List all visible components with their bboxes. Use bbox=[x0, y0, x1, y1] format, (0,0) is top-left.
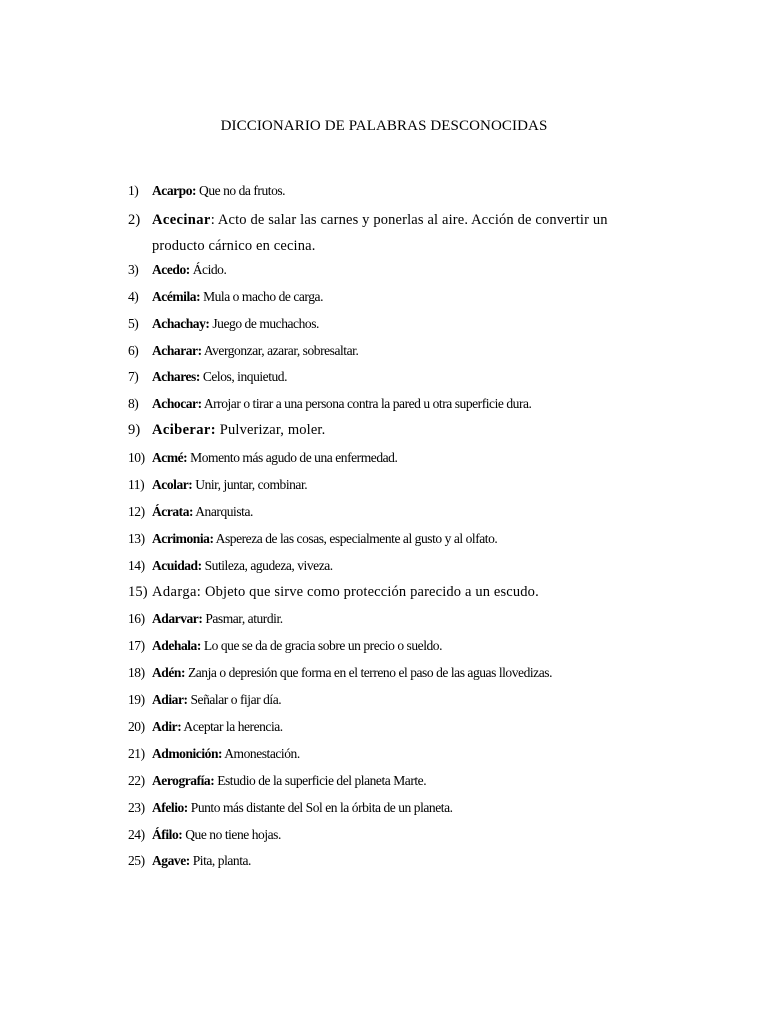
entry-number: 3) bbox=[128, 261, 139, 277]
entry-definition: Arrojar o tirar a una persona contra la pared u otra superficie dura. bbox=[201, 396, 532, 412]
entry-term: Adehala: bbox=[152, 638, 201, 654]
entry-term: Achocar: bbox=[152, 396, 202, 412]
list-item bbox=[128, 207, 628, 259]
entry-number: 24) bbox=[128, 826, 145, 842]
entry-number: 20) bbox=[128, 719, 145, 735]
entry-definition: Pasmar, aturdir. bbox=[202, 611, 283, 627]
entry-number: 7) bbox=[128, 369, 139, 385]
entry-number: 9) bbox=[128, 422, 141, 439]
entry-number: 12) bbox=[128, 503, 145, 519]
entry-term: Achachay: bbox=[152, 315, 210, 331]
entry-definition: Avergonzar, azarar, sobresaltar. bbox=[201, 342, 359, 358]
entry-number: 18) bbox=[128, 665, 145, 681]
entry-number: 23) bbox=[128, 799, 145, 815]
entry-term: Adén: bbox=[152, 665, 186, 681]
entry-number: 13) bbox=[128, 530, 145, 546]
entry-term: Agave: bbox=[152, 853, 190, 869]
entry-definition: Lo que se da de gracia sobre un precio o sueldo. bbox=[200, 638, 443, 654]
entry-number: 16) bbox=[128, 611, 145, 627]
entry-definition: Que no da frutos. bbox=[196, 183, 286, 198]
entry-number: 6) bbox=[128, 342, 139, 358]
entry-definition: Mula o macho de carga. bbox=[200, 288, 323, 304]
entry-definition: Aceptar la herencia. bbox=[181, 719, 283, 735]
entry-number: 21) bbox=[128, 745, 145, 761]
entry-definition: Unir, juntar, combinar. bbox=[192, 477, 308, 493]
entry-term: Acrimonia: bbox=[152, 530, 214, 546]
list-item bbox=[128, 501, 628, 522]
entry-term: Acecinar bbox=[152, 211, 211, 228]
entry-term: Acharar: bbox=[152, 342, 202, 358]
entry-term: Aerografía: bbox=[152, 772, 215, 788]
entry-term: Acémila: bbox=[152, 288, 201, 304]
entry-definition: Punto más distante del Sol en la órbita de un planeta. bbox=[187, 799, 453, 815]
entry-definition: Ácido. bbox=[189, 261, 227, 277]
document-title: DICCIONARIO DE PALABRAS DESCONOCIDAS bbox=[220, 118, 548, 134]
entry-number: 10) bbox=[128, 450, 145, 466]
list-item bbox=[128, 474, 628, 495]
list-item bbox=[128, 662, 628, 683]
list-item bbox=[128, 180, 628, 201]
list-item bbox=[128, 259, 628, 280]
list-item bbox=[128, 689, 628, 710]
list-item bbox=[128, 635, 628, 656]
entry-definition: Que no tiene hojas. bbox=[182, 826, 281, 842]
list-item bbox=[128, 447, 628, 468]
entry-number: 11) bbox=[128, 477, 145, 493]
list-item bbox=[128, 797, 628, 818]
entry-number: 4) bbox=[128, 288, 139, 304]
list-item bbox=[128, 313, 628, 334]
list-item bbox=[128, 366, 628, 387]
entry-definition: Anarquista. bbox=[193, 503, 253, 519]
entry-term: Adarvar: bbox=[152, 611, 203, 627]
entry-number: 17) bbox=[128, 638, 145, 654]
entry-term: Acedo: bbox=[152, 261, 190, 277]
entry-definition: Sutileza, agudeza, viveza. bbox=[201, 557, 333, 573]
entry-term: Ácrata: bbox=[152, 503, 194, 519]
entry-number: 15) bbox=[128, 583, 148, 600]
entry-term: Áfilo: bbox=[152, 826, 183, 842]
entry-definition: Juego de muchachos. bbox=[209, 315, 319, 331]
list-item bbox=[128, 770, 628, 791]
entry-term: Adiar: bbox=[152, 692, 188, 708]
entry-term: Acuidad: bbox=[152, 557, 202, 573]
list-item bbox=[128, 716, 628, 737]
entry-definition: Señalar o fijar día. bbox=[187, 692, 282, 708]
entry-term: Adir: bbox=[152, 719, 182, 735]
list-item bbox=[128, 743, 628, 764]
entry-number: 5) bbox=[128, 315, 139, 331]
list-item bbox=[128, 850, 628, 871]
list-item bbox=[128, 340, 628, 361]
entry-definition: Estudio de la superficie del planeta Marte. bbox=[214, 772, 427, 788]
entry-term: Acolar: bbox=[152, 477, 193, 493]
entry-term: Acarpo: bbox=[152, 183, 197, 198]
entry-number: 1) bbox=[128, 183, 139, 198]
list-item bbox=[128, 608, 628, 629]
list-item bbox=[128, 393, 628, 414]
entry-number: 8) bbox=[128, 396, 139, 412]
entry-definition: Aspereza de las cosas, especialmente al gusto y al olfato. bbox=[213, 530, 498, 546]
entry-term: Acmé: bbox=[152, 450, 188, 466]
entry-definition: Amonestación. bbox=[222, 745, 300, 761]
entry-definition: Celos, inquietud. bbox=[199, 369, 288, 385]
entry-definition: : Acto de salar las carnes y ponerlas al aire. Acción de convertir un producto cárnico en cecina. bbox=[152, 211, 608, 254]
entry-definition: Pulverizar, moler. bbox=[216, 422, 326, 439]
entry-number: 25) bbox=[128, 853, 145, 869]
entry-definition: Zanja o depresión que forma en el terreno el paso de las aguas llovedizas. bbox=[185, 665, 552, 681]
list-item bbox=[128, 582, 628, 603]
list-item bbox=[128, 555, 628, 576]
entry-term: Admonición: bbox=[152, 745, 223, 761]
entry-term: Afelio: bbox=[152, 799, 188, 815]
entry-number: 22) bbox=[128, 772, 145, 788]
word-list bbox=[128, 180, 628, 877]
entry-definition: Objeto que sirve como protección parecido a un escudo. bbox=[201, 583, 539, 600]
entry-definition: Momento más agudo de una enfermedad. bbox=[187, 450, 398, 466]
list-item bbox=[128, 286, 628, 307]
entry-number: 2) bbox=[128, 211, 141, 228]
list-item bbox=[128, 824, 628, 845]
entry-term: Achares: bbox=[152, 369, 200, 385]
entry-number: 19) bbox=[128, 692, 145, 708]
entry-number: 14) bbox=[128, 557, 145, 573]
entry-term: Adarga: bbox=[152, 583, 202, 600]
list-item bbox=[128, 420, 628, 441]
list-item bbox=[128, 528, 628, 549]
entry-term: Aciberar: bbox=[152, 422, 216, 439]
entry-definition: Pita, planta. bbox=[189, 853, 251, 869]
